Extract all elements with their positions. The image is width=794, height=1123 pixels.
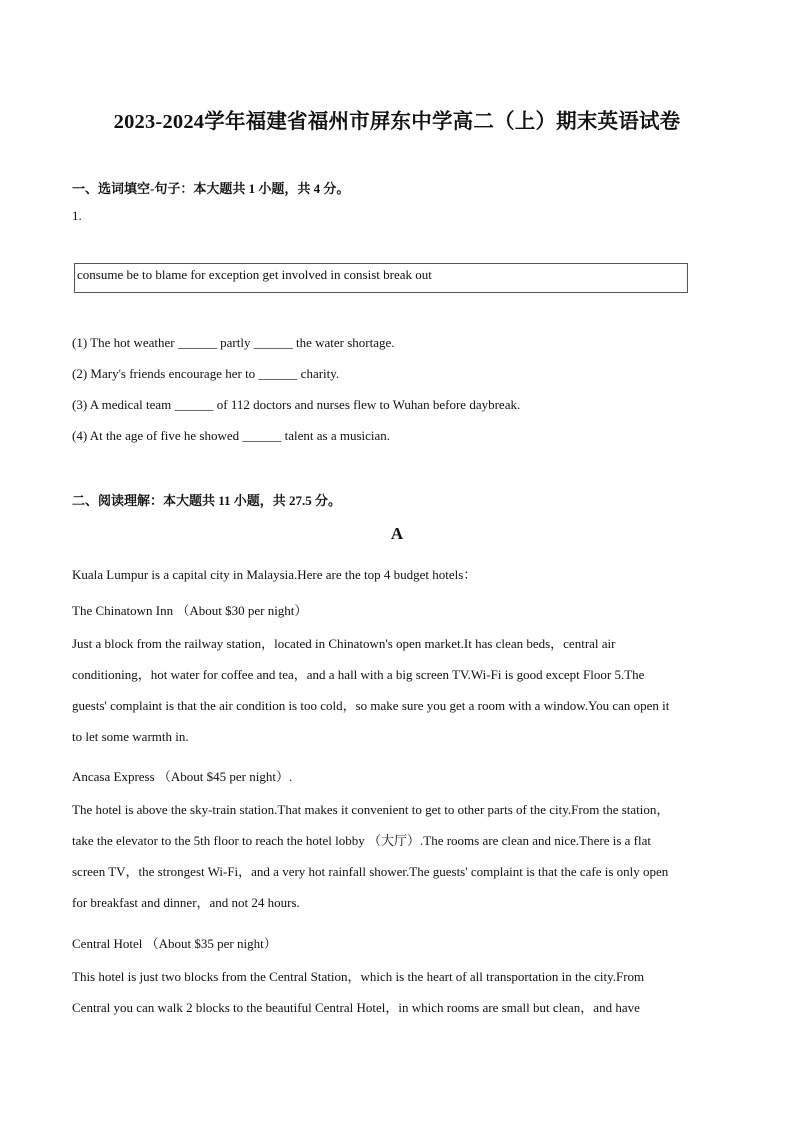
text-line: screen TV，the strongest Wi-Fi，and a very hot rainfall shower.The guests' complaint is that the cafe is only open xyxy=(72,864,669,879)
hotel-3-description xyxy=(72,961,722,1023)
passage-label: A xyxy=(390,524,404,543)
text-line: take the elevator to the 5th floor to reach the hotel lobby （大厅）.The rooms are clean and nice.There is a flat xyxy=(72,833,652,848)
hotel-1-description xyxy=(72,628,722,752)
question-number: 1. xyxy=(72,208,82,223)
word-bank-box: consume be to blame for exception get involved in consist break out xyxy=(74,263,688,293)
section-2-heading: 二、阅读理解：本大题共 11 小题，共 27.5 分。 xyxy=(72,493,342,508)
text-line: to let some warmth in. xyxy=(72,729,189,744)
text-line: guests' complaint is that the air condition is too cold，so make sure you get a room with a window.You can open it xyxy=(72,698,670,713)
text-line: conditioning，hot water for coffee and tea，and a hall with a big screen TV.Wi-Fi is good except Floor 5.The xyxy=(72,667,645,682)
page-title: 2023-2024学年福建省福州市屏东中学高二（上）期末英语试卷 xyxy=(113,111,681,133)
text-line: for breakfast and dinner，and not 24 hours. xyxy=(72,895,300,910)
text-line: This hotel is just two blocks from the Central Station，which is the heart of all transportation in the city.From xyxy=(72,969,645,984)
text-line: Just a block from the railway station，located in Chinatown's open market.It has clean beds，central air xyxy=(72,636,616,651)
passage-intro: Kuala Lumpur is a capital city in Malaysia.Here are the top 4 budget hotels： xyxy=(72,567,477,582)
fill-item-2: (2) Mary's friends encourage her to ______ charity. xyxy=(72,366,340,381)
hotel-2-title: Ancasa Express （About $45 per night）. xyxy=(72,769,293,784)
hotel-2-description xyxy=(72,794,722,918)
hotel-1-title: The Chinatown Inn （About $30 per night） xyxy=(72,603,308,618)
fill-item-4: (4) At the age of five he showed ______ talent as a musician. xyxy=(72,428,391,443)
text-line: The hotel is above the sky-train station.That makes it convenient to get to other parts of the city.From the station， xyxy=(72,802,670,817)
hotel-3-title: Central Hotel （About $35 per night） xyxy=(72,936,277,951)
text-line: Central you can walk 2 blocks to the beautiful Central Hotel，in which rooms are small but clean，and have xyxy=(72,1000,640,1015)
fill-item-3: (3) A medical team ______ of 112 doctors and nurses flew to Wuhan before daybreak. xyxy=(72,397,521,412)
fill-item-1: (1) The hot weather ______ partly ______ the water shortage. xyxy=(72,335,395,350)
section-1-heading: 一、选词填空-句子：本大题共 1 小题，共 4 分。 xyxy=(72,181,350,196)
